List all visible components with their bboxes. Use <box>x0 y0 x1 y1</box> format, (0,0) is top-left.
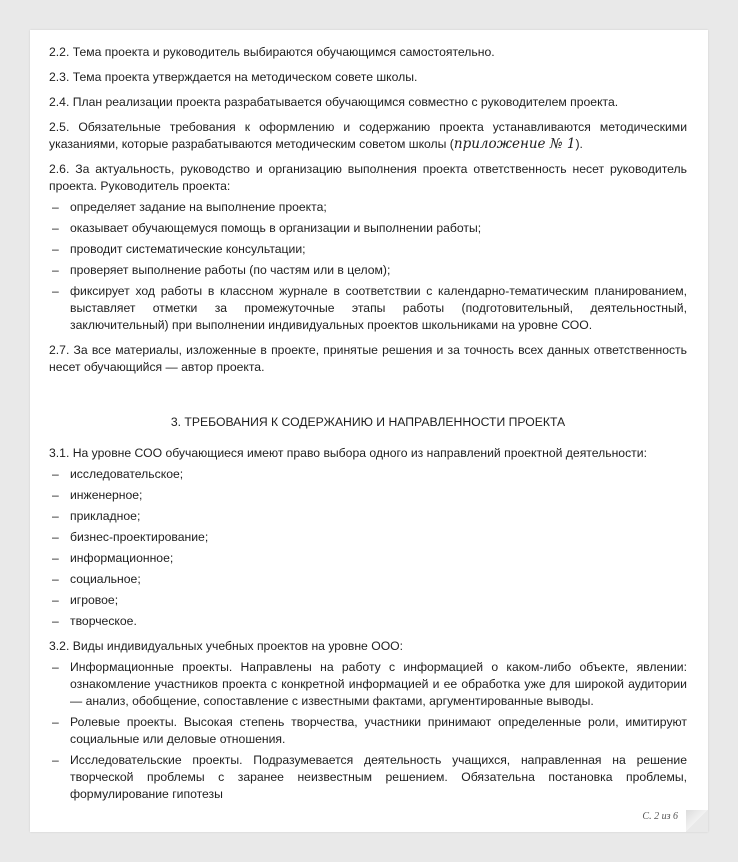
list-item-text: Информационные проекты. Направлены на работу с информацией о каком-либо объекте, явлении: ознакомление участников проекта с конкретной информацией и ее обработка уже для широкой аудитории — анализ, обобщение, сопоставление с известными фактами, аргументированные выводы. <box>70 660 687 708</box>
list-item <box>49 613 687 630</box>
list-item <box>49 199 687 216</box>
dash-marker: – <box>52 593 59 607</box>
dash-marker: – <box>52 715 59 729</box>
dash-marker: – <box>52 530 59 544</box>
list-item-text: бизнес-проектирование; <box>70 530 209 544</box>
dash-marker: – <box>52 753 59 767</box>
paragraph-2-6: 2.6. За актуальность, руководство и организацию выполнения проекта ответственность несет руководитель проекта. Руководитель проекта: <box>49 162 687 193</box>
list-item-text: инженерное; <box>70 488 143 502</box>
list-item-text: прикладное; <box>70 509 141 523</box>
list-item <box>49 220 687 237</box>
dash-marker: – <box>52 509 59 523</box>
list-item-text: исследовательское; <box>70 467 184 481</box>
paragraph-3-1: 3.1. На уровне СОО обучающиеся имеют право выбора одного из направлений проектной деятельности: <box>49 446 647 460</box>
dash-marker: – <box>52 572 59 586</box>
list-item <box>49 466 687 483</box>
paragraph-2-5-end: ). <box>575 137 583 151</box>
dash-marker: – <box>52 242 59 256</box>
list-item-text: творческое. <box>70 614 137 628</box>
dash-marker: – <box>52 200 59 214</box>
dash-marker: – <box>52 660 59 674</box>
list-item <box>49 283 687 334</box>
paragraph-2-5-text: 2.5. Обязательные требования к оформлению и содержанию проекта устанавливаются методическими указаниями, которые разрабатываются методическим советом школы ( <box>49 120 687 151</box>
list-item-text: проверяет выполнение работы (по частям или в целом); <box>70 263 391 277</box>
paragraph-2-2: 2.2. Тема проекта и руководитель выбираются обучающимся самостоятельно. <box>49 45 495 59</box>
appendix-reference: приложение № 1 <box>453 136 576 152</box>
dash-marker: – <box>52 263 59 277</box>
list-item-text: фиксирует ход работы в классном журнале в соответствии с календарно-тематическим планированием, выставляет отметки за промежуточные этапы работы (подготовительный, деятельностный, заключительный) при выполнении индивидуальных проектов школьниками на уровне СОО. <box>70 284 687 332</box>
list-item <box>49 529 687 546</box>
list-item <box>49 571 687 588</box>
paragraph-3-2: 3.2. Виды индивидуальных учебных проектов на уровне ООО: <box>49 639 404 653</box>
list-item-text: игровое; <box>70 593 119 607</box>
paragraph-2-3: 2.3. Тема проекта утверждается на методическом совете школы. <box>49 70 418 84</box>
list-item <box>49 508 687 525</box>
dash-marker: – <box>52 488 59 502</box>
list-item-text: Ролевые проекты. Высокая степень творчества, участники принимают определенные роли, имитируют социальные или деловые отношения. <box>70 715 687 746</box>
list-item-text: Исследовательские проекты. Подразумевается деятельность учащихся, направленная на решение творческой проблемы с заранее неизвестным решением. Обязательна постановка проблемы, формулирование гипотезы <box>70 753 687 801</box>
dash-marker: – <box>52 614 59 628</box>
list-item-text: определяет задание на выполнение проекта; <box>70 200 327 214</box>
list-item-text: оказывает обучающемуся помощь в организации и выполнении работы; <box>70 221 482 235</box>
page-number: С. 2 из 6 <box>642 811 678 822</box>
paragraph-2-5 <box>49 119 687 153</box>
list-item <box>49 659 687 710</box>
document-page <box>30 30 708 832</box>
paragraph-2-7: 2.7. За все материалы, изложенные в проекте, принятые решения и за точность всех данных ответственность несет обучающийся — автор проекта. <box>49 343 687 374</box>
list-item <box>49 487 687 504</box>
dash-marker: – <box>52 221 59 235</box>
page-corner-fold <box>686 810 708 832</box>
list-item <box>49 592 687 609</box>
list-item <box>49 550 687 567</box>
list-item-text: информационное; <box>70 551 174 565</box>
list-item-text: социальное; <box>70 572 141 586</box>
document-content <box>49 44 687 807</box>
list-item <box>49 752 687 803</box>
dash-marker: – <box>52 551 59 565</box>
dash-marker: – <box>52 467 59 481</box>
list-item <box>49 714 687 748</box>
list-item <box>49 262 687 279</box>
paragraph-2-4: 2.4. План реализации проекта разрабатывается обучающимся совместно с руководителем проекта. <box>49 95 619 109</box>
list-item-text: проводит систематические консультации; <box>70 242 306 256</box>
dash-marker: – <box>52 284 59 298</box>
list-item <box>49 241 687 258</box>
section-heading: 3. ТРЕБОВАНИЯ К СОДЕРЖАНИЮ И НАПРАВЛЕННОСТИ ПРОЕКТА <box>170 415 566 429</box>
